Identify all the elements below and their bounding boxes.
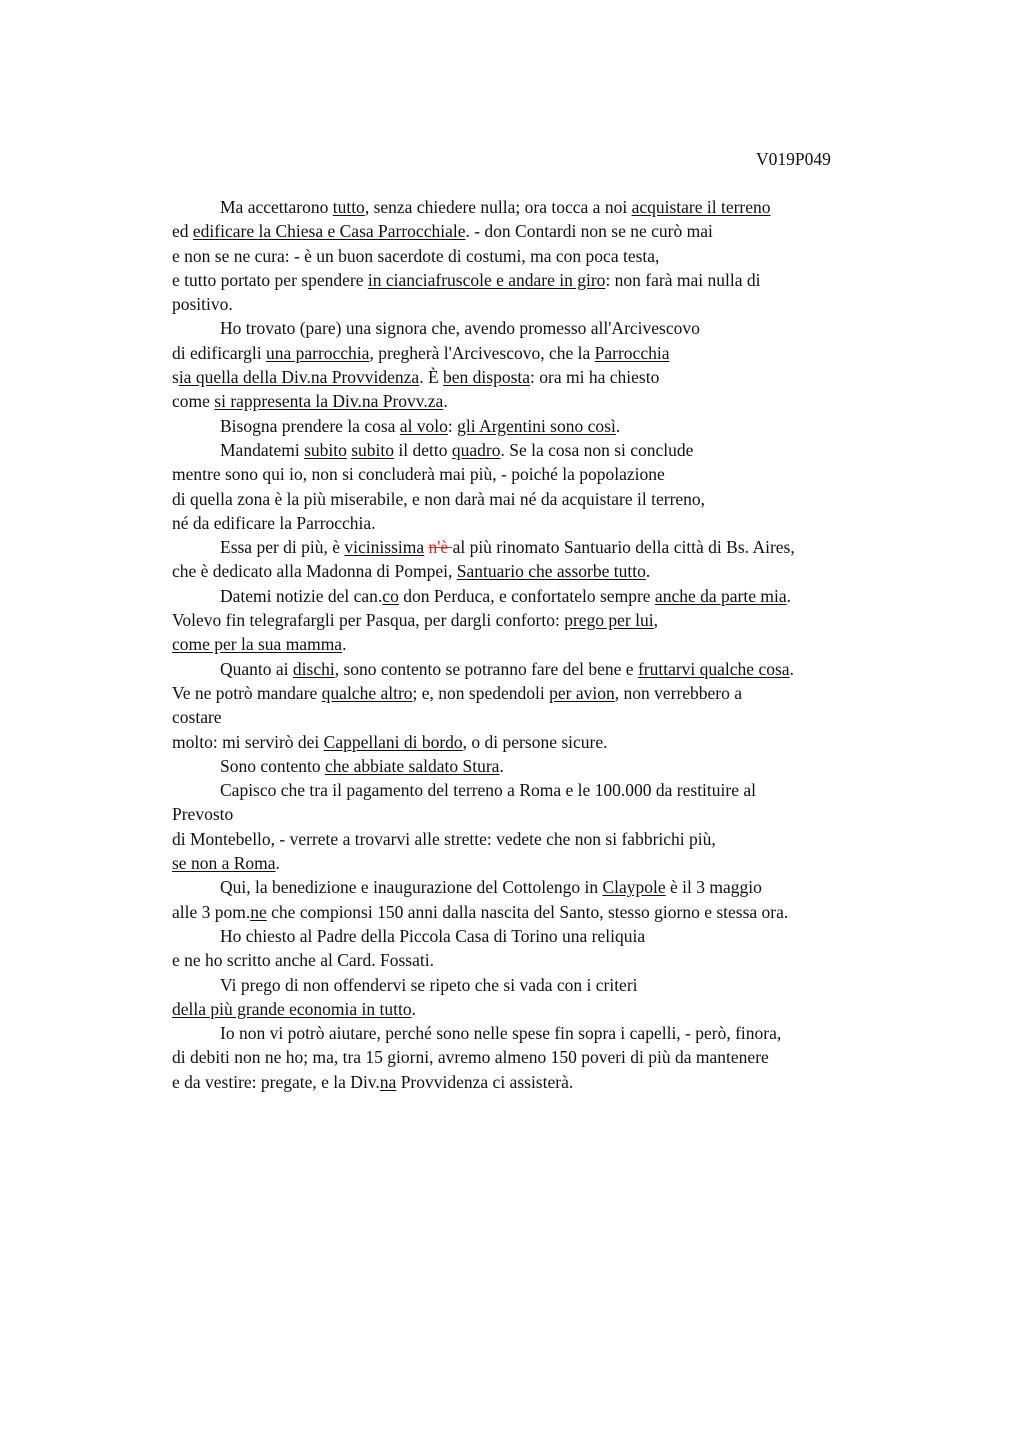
underlined-text: qualche altro — [321, 682, 413, 703]
text-line — [172, 462, 932, 486]
text-run: ; e, non spedendoli — [412, 682, 550, 703]
underlined-text: si rappresenta la Div.na Provv.za — [214, 391, 444, 412]
text-line — [172, 924, 932, 948]
text-run: . - don Contardi non se ne curò mai — [465, 221, 713, 242]
text-run: mentre sono qui io, non si concluderà mai più, - poiché la popolazione — [172, 464, 665, 485]
text-run: . — [645, 561, 651, 582]
text-line — [172, 608, 932, 632]
text-run: che compionsi 150 anni dalla nascita del Santo, stesso giorno e stessa ora. — [266, 901, 789, 922]
underlined-text: vicinissima — [344, 537, 425, 558]
text-run: di quella zona è la più miserabile, e non darà mai né da acquistare il terreno, — [172, 488, 706, 509]
underlined-text: per avion — [549, 682, 615, 703]
text-line — [172, 584, 932, 608]
text-run: al più rinomato Santuario della città di Bs. Aires, — [452, 537, 795, 558]
text-line — [172, 268, 932, 292]
underlined-text: che abbiate saldato Stura — [325, 755, 500, 776]
underlined-text: ia quella della Div.na Provvidenza — [178, 367, 420, 388]
text-line — [172, 730, 932, 754]
text-line — [172, 559, 932, 583]
text-line — [172, 365, 932, 389]
underlined-text: edificare la Chiesa e Casa Parrocchiale — [192, 221, 466, 242]
text-run: di debiti non ne ho; ma, tra 15 giorni, avremo almeno 150 poveri di più da mantenere — [172, 1047, 769, 1068]
text-run: : non farà mai nulla di — [605, 269, 761, 290]
text-run: e tutto portato per spendere — [172, 269, 368, 290]
text-line — [172, 195, 932, 219]
underlined-text: fruttarvi qualche cosa — [637, 658, 790, 679]
text-run: . — [443, 391, 448, 412]
text-run: come — [172, 391, 215, 412]
text-line — [172, 414, 932, 438]
underlined-text: della più grande economia in tutto — [172, 998, 412, 1019]
text-run: Ho trovato (pare) una signora che, avendo promesso all'Arcivescovo — [220, 318, 700, 339]
text-line — [172, 438, 932, 462]
underlined-text: come per la sua mamma — [172, 634, 343, 655]
text-run: , non verrebbero a — [614, 682, 743, 703]
text-run: Provvidenza ci assisterà. — [396, 1071, 574, 1092]
text-line — [172, 292, 932, 316]
text-run: ed — [172, 221, 193, 242]
text-run: costare — [172, 707, 222, 728]
text-run: e non se ne cura: - è un buon sacerdote di costumi, ma con poca testa, — [172, 245, 660, 266]
text-line — [172, 487, 932, 511]
text-line — [172, 875, 932, 899]
text-line — [172, 657, 932, 681]
text-run: alle 3 pom. — [172, 901, 251, 922]
text-line — [172, 341, 932, 365]
underlined-text: in cianciafruscole e andare in giro — [367, 269, 606, 290]
text-run: di edificargli — [172, 342, 266, 363]
underlined-text: ben disposta — [443, 367, 531, 388]
underlined-text: dischi — [292, 658, 335, 679]
underlined-text: quadro — [451, 439, 501, 460]
underlined-text: ne — [250, 901, 267, 922]
text-line — [172, 851, 932, 875]
text-run: : — [447, 415, 458, 436]
text-run: Volevo fin telegrafargli per Pasqua, per dargli conforto: — [172, 610, 565, 631]
underlined-text: subito — [304, 439, 347, 460]
text-line — [172, 1070, 932, 1094]
text-run: molto: mi servirò dei — [172, 731, 324, 752]
text-run: . — [789, 658, 794, 679]
text-line — [172, 705, 932, 729]
text-run: Vi prego di non offendervi se ripeto che si vada con i criteri — [220, 974, 638, 995]
underlined-text: una parrocchia — [265, 342, 370, 363]
text-run: è il 3 maggio — [665, 877, 762, 898]
text-line — [172, 827, 932, 851]
text-run: positivo. — [172, 294, 233, 315]
underlined-text: na — [379, 1071, 397, 1092]
text-run: don Perduca, e confortatelo sempre — [398, 585, 655, 606]
text-run: Bisogna prendere la cosa — [220, 415, 400, 436]
text-line — [172, 1021, 932, 1045]
text-run: : ora mi ha chiesto — [530, 367, 660, 388]
text-run: , — [653, 610, 658, 631]
underlined-text: acquistare il terreno — [631, 197, 771, 217]
text-line — [172, 997, 932, 1021]
text-run: Quanto ai — [220, 658, 293, 679]
text-run: e ne ho scritto anche al Card. Fossati. — [172, 950, 434, 971]
text-line — [172, 632, 932, 656]
text-run: . — [615, 415, 621, 436]
text-run: . Se la cosa non si conclude — [500, 439, 694, 460]
page-identifier: V019P049 — [756, 149, 831, 169]
underlined-text: tutto — [332, 197, 365, 217]
text-line — [172, 511, 932, 535]
text-run: Sono contento — [220, 755, 325, 776]
underlined-text: prego per lui — [564, 610, 654, 631]
underlined-text: Claypole — [602, 877, 666, 898]
text-run: Capisco che tra il pagamento del terreno a Roma e le 100.000 da restituire al — [220, 780, 756, 801]
struck-out-text: n'è — [428, 537, 453, 558]
text-run: Io non vi potrò aiutare, perché sono nelle spese fin sopra i capelli, - però, finora, — [220, 1023, 782, 1044]
text-run: . È — [419, 367, 444, 388]
text-run: , sono contento se potranno fare del bene e — [334, 658, 638, 679]
text-run: , pregherà l'Arcivescovo, che la — [369, 342, 595, 363]
text-run: . — [342, 634, 347, 655]
text-line — [172, 802, 932, 826]
text-line — [172, 535, 932, 559]
text-run: s — [172, 367, 179, 388]
text-run: . — [499, 755, 504, 776]
text-line — [172, 389, 932, 413]
text-run: . — [275, 853, 280, 874]
underlined-text: Parrocchia — [594, 342, 670, 363]
text-run: Essa per di più, è — [220, 537, 345, 558]
underlined-text: gli Argentini sono così — [457, 415, 616, 436]
underlined-text: subito — [351, 439, 395, 460]
text-run: . — [786, 585, 791, 606]
text-line — [172, 900, 932, 924]
text-run: Ve ne potrò mandare — [172, 682, 322, 703]
text-run: , o di persone sicure. — [462, 731, 608, 752]
text-line — [172, 948, 932, 972]
text-line — [172, 681, 932, 705]
text-run: , senza chiedere nulla; ora tocca a noi — [364, 197, 632, 217]
text-line — [172, 219, 932, 243]
text-line — [172, 754, 932, 778]
text-run: il detto — [394, 439, 452, 460]
text-run: . — [411, 998, 416, 1019]
underlined-text: Cappellani di bordo — [323, 731, 463, 752]
text-line — [172, 973, 932, 997]
text-run: e da vestire: pregate, e la Div. — [172, 1071, 380, 1092]
text-run: che è dedicato alla Madonna di Pompei, — [172, 561, 457, 582]
text-run: Mandatemi — [220, 439, 305, 460]
underlined-text: se non a Roma — [172, 853, 276, 874]
text-line — [172, 316, 932, 340]
text-run: Ma accettarono — [220, 197, 333, 217]
text-run: Qui, la benedizione e inaugurazione del Cottolengo in — [220, 877, 603, 898]
text-line — [172, 1045, 932, 1069]
text-run: Ho chiesto al Padre della Piccola Casa di Torino una reliquia — [220, 925, 646, 946]
text-run: né da edificare la Parrocchia. — [172, 512, 376, 533]
text-line — [172, 244, 932, 268]
underlined-text: co — [382, 585, 399, 606]
underlined-text: anche da parte mia — [654, 585, 787, 606]
letter-body — [172, 195, 932, 1094]
text-run: Prevosto — [172, 804, 234, 825]
underlined-text: al volo — [399, 415, 448, 436]
text-line — [172, 778, 932, 802]
text-run: Datemi notizie del can. — [220, 585, 383, 606]
text-run: di Montebello, - verrete a trovarvi alle strette: vedete che non si fabbrichi più, — [172, 828, 716, 849]
underlined-text: Santuario che assorbe tutto — [456, 561, 646, 582]
